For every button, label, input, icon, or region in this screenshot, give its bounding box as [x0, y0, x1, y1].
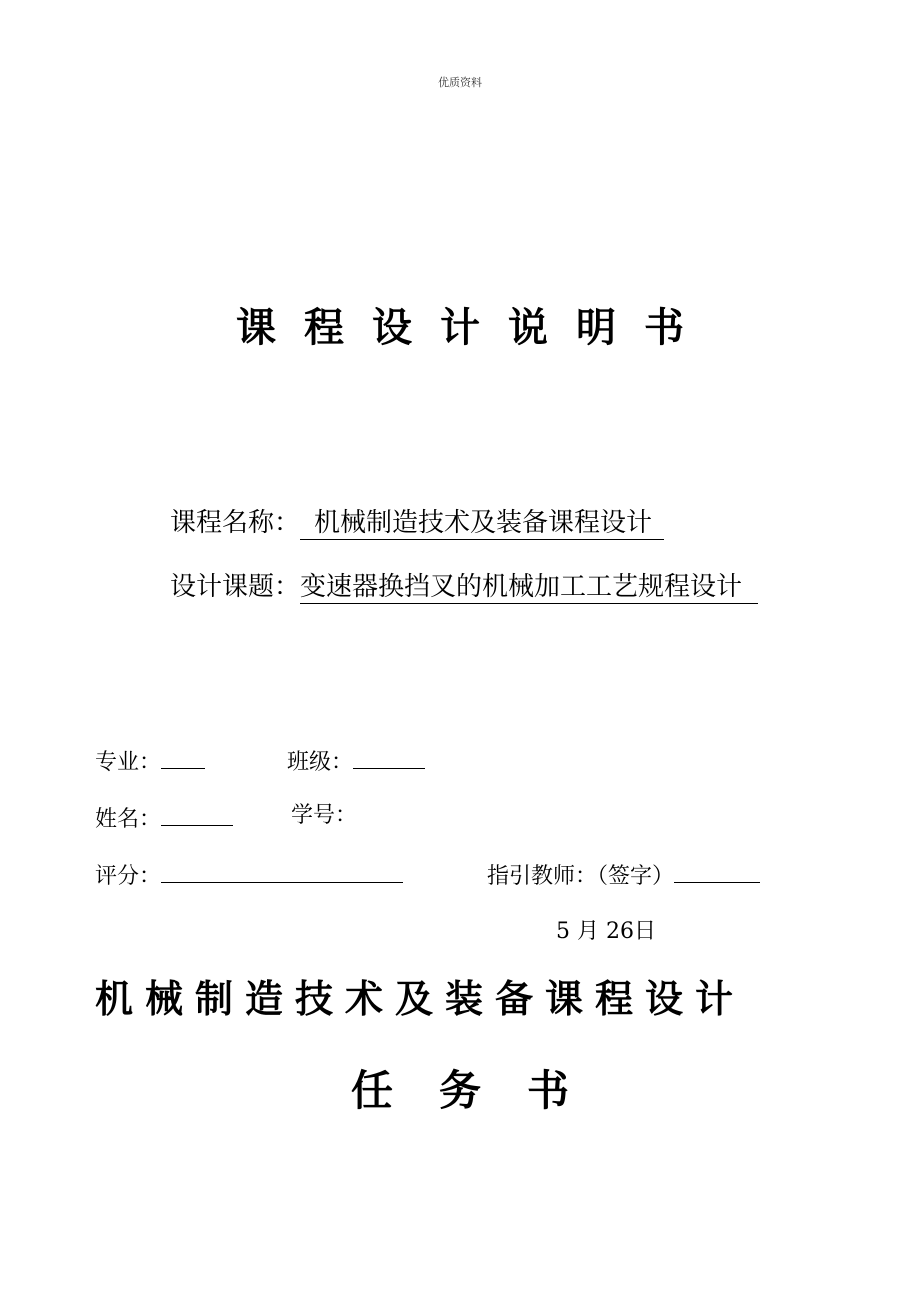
teacher-label: 指引教师：（签字） [487, 864, 675, 889]
topic-row [170, 570, 758, 604]
class-label: 班级： [287, 750, 354, 775]
major-row [95, 744, 205, 778]
student-id-row [291, 801, 357, 831]
name-row [95, 801, 233, 835]
name-blank [161, 801, 233, 826]
course-name-row [170, 506, 664, 540]
date-text: 5 月 26日 [556, 919, 656, 944]
score-label: 评分： [95, 864, 162, 889]
score-blank [161, 858, 403, 883]
page-title: 课程设计说明书 [236, 305, 712, 351]
score-row [95, 858, 403, 892]
class-row [287, 744, 425, 778]
student-id-label: 学号： [291, 803, 358, 828]
major-label: 专业： [95, 750, 162, 775]
teacher-row [487, 858, 760, 892]
name-label: 姓名： [95, 807, 162, 832]
class-blank [353, 744, 425, 769]
watermark-text: 优质资料 [438, 76, 482, 89]
topic-label: 设计课题： [170, 572, 301, 602]
topic-value: 变速器换挡叉的机械加工工艺规程设计 [300, 571, 758, 604]
major-blank [161, 744, 205, 769]
teacher-signature-blank [674, 858, 760, 883]
task-book-subtitle: 任务书 [350, 1066, 615, 1115]
course-name-label: 课程名称： [170, 508, 301, 538]
task-book-title: 机械制造技术及装备课程设计 [95, 977, 746, 1021]
course-name-value: 机械制造技术及装备课程设计 [300, 507, 664, 540]
